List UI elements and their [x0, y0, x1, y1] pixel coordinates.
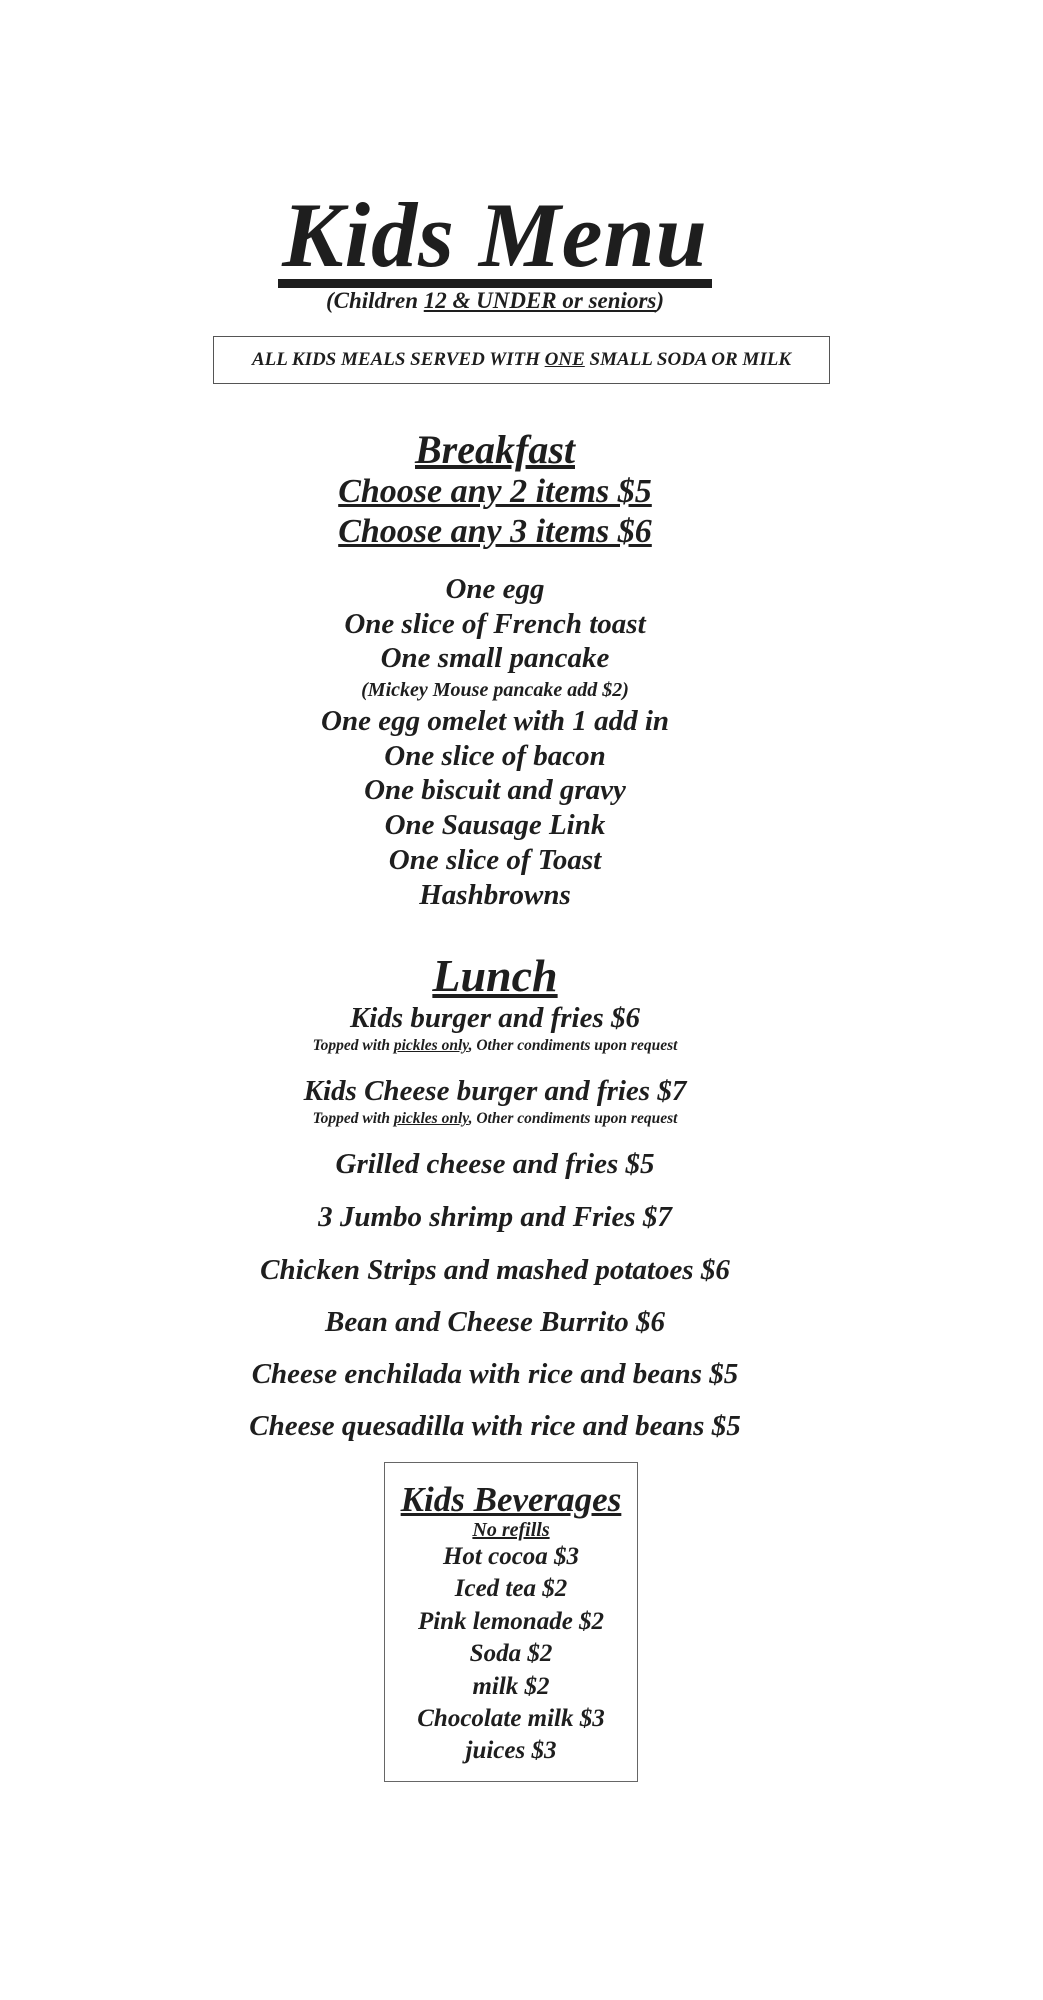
beverage-item: milk $2 — [472, 1672, 550, 1700]
lunch-item-note: Topped with pickles only, Other condiments upon request — [312, 1110, 678, 1127]
breakfast-item: One egg omelet with 1 add in — [321, 705, 669, 738]
breakfast-item: One egg — [445, 573, 545, 605]
breakfast-price-2-items: Choose any 2 items $5 — [338, 473, 652, 510]
lunch-item: Kids Cheese burger and fries $7 — [303, 1075, 687, 1107]
lunch-item-note: Topped with pickles only, Other condiments upon request — [312, 1037, 678, 1054]
beverage-item: Soda $2 — [469, 1640, 553, 1668]
lunch-heading: Lunch — [432, 950, 558, 1001]
lunch-item-list — [0, 1000, 990, 1444]
lunch-item: 3 Jumbo shrimp and Fries $7 — [318, 1201, 672, 1233]
breakfast-item: One small pancake — [380, 642, 610, 675]
lunch-item: Cheese enchilada with rice and beans $5 — [251, 1358, 739, 1390]
age-limit-text: 12 & UNDER or seniors — [423, 288, 657, 313]
lunch-item: Kids burger and fries $6 — [349, 1002, 641, 1034]
beverage-item: Hot cocoa $3 — [442, 1543, 580, 1570]
breakfast-heading: Breakfast — [415, 427, 575, 472]
breakfast-item: One slice of French toast — [344, 607, 646, 640]
beverage-item: Iced tea $2 — [454, 1575, 568, 1603]
beverages-box — [384, 1462, 638, 1782]
page-title — [0, 185, 990, 288]
beverage-item: juices $3 — [465, 1737, 557, 1765]
breakfast-item: Hashbrowns — [419, 878, 571, 911]
beverages-refill-note: No refills — [472, 1519, 550, 1541]
drink-notice-box: ALL KIDS MEALS SERVED WITH ONE SMALL SODA OR MILK — [213, 336, 830, 384]
lunch-item: Chicken Strips and mashed potatoes $6 — [260, 1254, 730, 1286]
page-subtitle: (Children 12 & UNDER or seniors) — [325, 288, 665, 313]
beverages-heading: Kids Beverages — [400, 1480, 622, 1519]
breakfast-item-note: (Mickey Mouse pancake add $2) — [361, 679, 629, 702]
lunch-item: Bean and Cheese Burrito $6 — [325, 1306, 665, 1338]
notice-emphasis: ONE — [544, 349, 585, 370]
lunch-item: Grilled cheese and fries $5 — [335, 1148, 655, 1180]
breakfast-item: One biscuit and gravy — [364, 774, 626, 807]
breakfast-item: One slice of bacon — [384, 739, 606, 772]
breakfast-item: One slice of Toast — [388, 843, 602, 876]
page-title-text: Kids Menu — [278, 191, 712, 288]
beverage-item: Pink lemonade $2 — [417, 1607, 605, 1635]
lunch-item: Cheese quesadilla with rice and beans $5 — [249, 1410, 741, 1442]
beverage-item: Chocolate milk $3 — [417, 1705, 605, 1733]
breakfast-item-list — [0, 572, 990, 912]
breakfast-price-3-items: Choose any 3 items $6 — [338, 513, 652, 550]
breakfast-item: One Sausage Link — [384, 809, 606, 842]
